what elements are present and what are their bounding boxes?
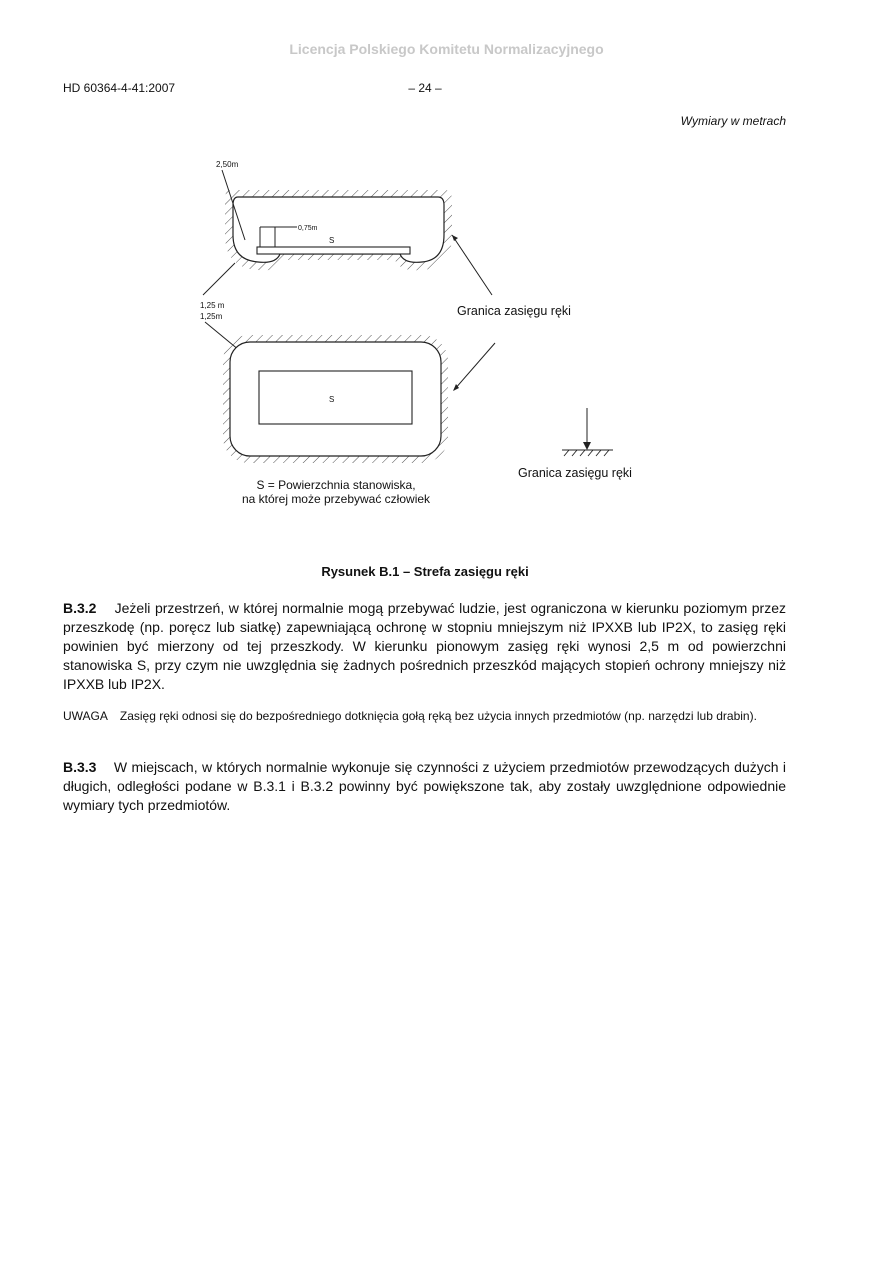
section-number: B.3.3 (63, 759, 97, 775)
page-number: – 24 – (408, 81, 442, 95)
boundary-label-1: Granica zasięgu ręki (457, 304, 571, 318)
bottom-surface-rect (259, 371, 412, 424)
boundary-label-2: Granica zasięgu ręki (518, 466, 632, 480)
top-surface-label: S (329, 236, 335, 245)
document-id: HD 60364-4-41:2007 (63, 81, 176, 95)
watermark: Licencja Polskiego Komitetu Normalizacyjnego (289, 41, 604, 57)
legend-line-2: na której może przebywać człowiek (241, 492, 431, 506)
section-b32 (63, 599, 786, 694)
side-distance-label-1: 1,25 m (200, 301, 225, 310)
figure-caption: Rysunek B.1 – Strefa zasięgu ręki (321, 564, 529, 579)
top-reach-zone (200, 160, 452, 355)
top-surface-bar (257, 247, 410, 254)
inner-distance-label: 0,75m (298, 225, 318, 232)
section-text: W miejscach, w których normalnie wykonuje się czynności z użyciem przedmiotów przewodzących dużych i długich, odległości podane w B.3.1 i B.3.2 powinny być powiększone tak, aby zostały uwzględnione odpowiednie wymiary tych przedmiotów. (63, 759, 786, 813)
section-number: B.3.2 (63, 600, 97, 616)
ground-symbol (562, 408, 613, 456)
section-text: Jeżeli przestrzeń, w której normalnie mogą przebywać ludzie, jest ograniczona w kierunku poziomym przez przeszkodę (np. poręcz lub siatkę) zapewniającą ochronę w stopniu mniejszym niż IPXXB lub IP2X, to zasięg ręki powinien być mierzony od tej przeszkody. W kierunku pionowym zasięg ręki wynosi 2,5 m od powierzchni stanowiska S, przy czym nie uwzględnia się żadnych pośrednich przeszkód mających stopień ochrony mniejszy niż IPXXB lub IP2X. (63, 600, 786, 692)
note-text: Zasięg ręki odnosi się do bezpośredniego dotknięcia gołą ręką bez użycia innych przedmiotów (np. narzędzi lub drabin). (119, 709, 757, 723)
note-tag: UWAGA (63, 709, 108, 723)
note (63, 708, 786, 724)
units-note: Wymiary w metrach (680, 114, 786, 128)
bottom-surface-label: S (329, 395, 335, 404)
legend-line-1: S = Powierzchnia stanowiska, (256, 478, 416, 492)
side-distance-label-2: 1,25m (200, 312, 223, 321)
bottom-reach-zone (223, 335, 448, 463)
top-distance-label: 2,50m (216, 160, 239, 169)
arm-reach-figure (190, 150, 660, 510)
section-b33 (63, 758, 786, 815)
